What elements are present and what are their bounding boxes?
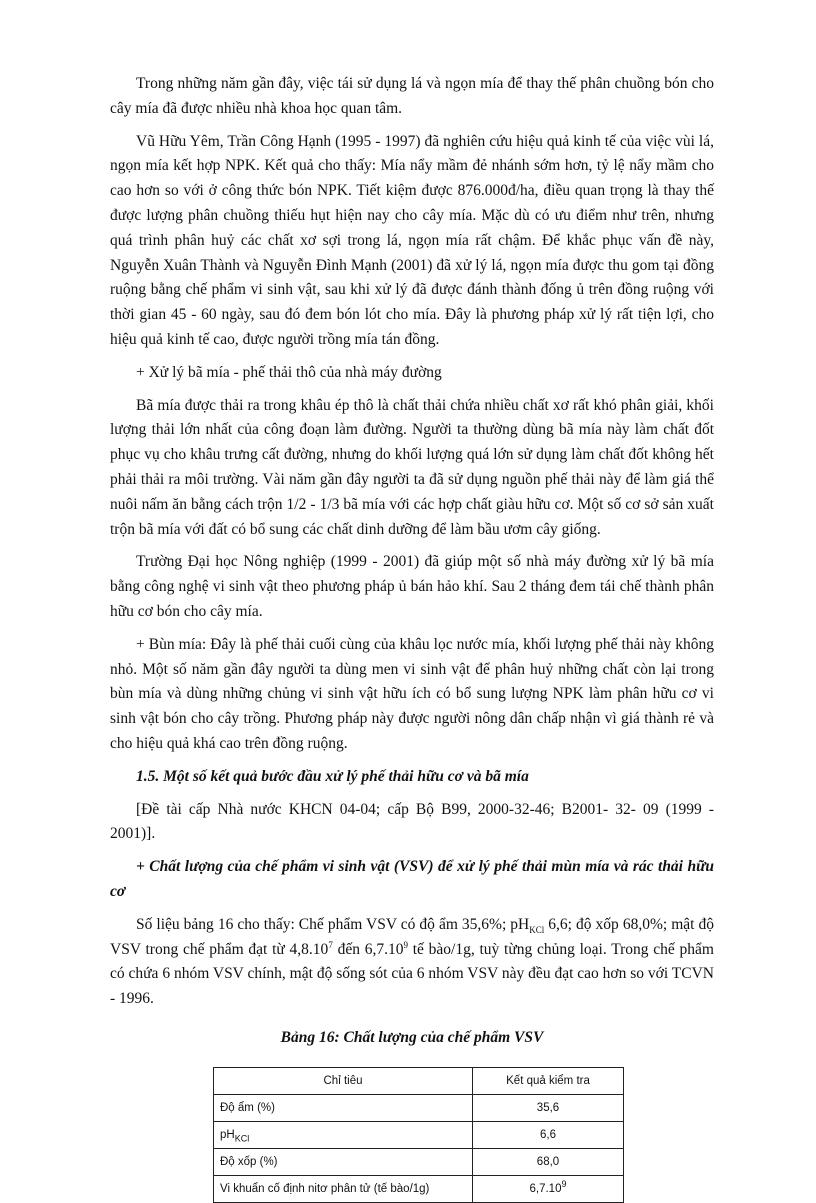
table-cell-result: 6,6 — [473, 1121, 624, 1148]
density-exponent: 9 — [561, 1178, 567, 1189]
summary-text-c: đến 6,7.10 — [332, 940, 404, 958]
table-header-criterion: Chỉ tiêu — [214, 1067, 473, 1094]
section-heading: 1.5. Một số kết quả bước đầu xử lý phế thải hữu cơ và bã mía — [136, 767, 529, 785]
ph-subscript: KCl — [234, 1132, 250, 1143]
paragraph-intro: Trong những năm gần đây, việc tái sử dụng lá và ngọn mía để thay thế phân chuồng bón cho cây mía đã được nhiều nhà khoa học quan tâm. — [110, 75, 714, 117]
paragraph-research-yem-hanh: Vũ Hữu Yêm, Trần Công Hạnh (1995 - 1997) đã nghiên cứu hiệu quả kinh tế của việc vùi lá, ngọn mía kết hợp NPK. Kết quả cho thấy: Mía nẩy mầm đẻ nhánh sớm hơn, tỷ lệ nẩy mầm cho cao hơn so với ở công thức bón NPK. Tiết kiệm được 876.000đ/ha, điều quan trọng là thay thế được lượng phân chuồng thiếu hụt hiện nay cho cây mía. Mặc dù có ưu điểm như trên, nhưng quá trình phân huỷ các chất xơ sợi trong lá, ngọn mía rất chậm. Để khắc phục vấn đề này, Nguyễn Xuân Thành và Nguyễn Đình Mạnh (2001) đã xử lý lá, ngọn mía được thu gom tại đồng ruộng bằng chế phẩm vi sinh vật, sau khi xử lý đã được đánh thành đống ủ trên đồng ruộng với thời gian 45 - 60 ngày, sau đó đem bón lót cho mía. Đây là phương pháp xử lý rất tiện lợi, cho hiệu quả kinh tế cao, được người trồng mía tán đồng. — [110, 132, 714, 348]
subsection-heading: + Chất lượng của chế phẩm vi sinh vật (VSV) để xử lý phế thải mùn mía và rác thải hữu cơ — [110, 858, 714, 900]
reference-note: [Đề tài cấp Nhà nước KHCN 04-04; cấp Bộ B99, 2000-32-46; B2001- 32- 09 (1999 - 2001)]. — [110, 800, 714, 843]
body-text — [110, 72, 714, 1203]
table-cell-result: 68,0 — [473, 1148, 624, 1175]
table-header-result: Kết quả kiểm tra — [473, 1067, 624, 1094]
table-row — [214, 1175, 624, 1202]
summary-ph-subscript: KCl — [529, 924, 545, 935]
quality-table — [213, 1067, 624, 1203]
summary-text-b: 6,6; độ xốp 68,0%; mật độ VSV trong chế phẩm đạt từ 4,8.10 — [110, 915, 714, 958]
summary-exponent-2: 9 — [403, 939, 408, 950]
table-cell-criterion — [214, 1121, 473, 1148]
table-cell-result: 35,6 — [473, 1094, 624, 1121]
density-value: 6,7.10 — [529, 1182, 562, 1195]
table-header-row — [214, 1067, 624, 1094]
table-cell-result — [473, 1175, 624, 1202]
table-cell-criterion: Vi khuẩn cố định nitơ phân tử (tế bào/1g) — [214, 1175, 473, 1202]
table-row — [214, 1148, 624, 1175]
table-caption: Bảng 16: Chất lượng của chế phẩm VSV — [280, 1028, 544, 1046]
summary-exponent-1: 7 — [328, 939, 333, 950]
table-row — [214, 1094, 624, 1121]
paragraph-filter-mud: + Bùn mía: Đây là phế thải cuối cùng của khâu lọc nước mía, khối lượng phế thải này không nhỏ. Một số năm gần đây người ta dùng men vi sinh vật để phân huỷ những chất còn lại trong bùn mía và dùng những chủng vi sinh vật hữu ích có bổ sung lượng NPK làm phân hữu cơ vi sinh vật bón cho cây trồng. Phương pháp này được người nông dân chấp nhận vì giá thành rẻ và cho hiệu quả khá cao trên đồng ruộng. — [110, 635, 714, 752]
table-cell-criterion: Độ xốp (%) — [214, 1148, 473, 1175]
ph-label: pH — [220, 1128, 235, 1141]
paragraph-bagasse-heading: + Xử lý bã mía - phế thải thô của nhà máy đường — [136, 363, 442, 381]
table-cell-criterion: Độ ẩm (%) — [214, 1094, 473, 1121]
paragraph-bagasse: Bã mía được thải ra trong khâu ép thô là chất thải chứa nhiều chất xơ rất khó phân giải, khối lượng thải lớn nhất của công đoạn làm đường. Người ta thường dùng bã mía này làm chất đốt phục vụ cho khâu trưng cất đường, nhưng do khối lượng quá lớn sử dụng làm chất đốt không hết phải thải ra môi trường. Vài năm gần đây người ta đã sử dụng nguồn phế thải này để làm giá thể nuôi nấm ăn bằng cách trộn 1/2 - 1/3 bã mía với các hợp chất giàu hữu cơ. Một số cơ sở sản xuất trộn bã mía với đất có bổ sung các chất dinh dưỡng để làm bầu ươm cây giống. — [110, 396, 714, 538]
paragraph-table-summary — [110, 913, 714, 1012]
summary-text-a: Số liệu bảng 16 cho thấy: Chế phẩm VSV có độ ẩm 35,6%; pH — [136, 915, 530, 933]
table-row — [214, 1121, 624, 1148]
paragraph-agri-university: Trường Đại học Nông nghiệp (1999 - 2001) đã giúp một số nhà máy đường xử lý bã mía bằng công nghệ vi sinh vật theo phương pháp ủ bán hảo khí. Sau 2 tháng đem tái chế thành phân hữu cơ bón cho cây mía. — [110, 553, 714, 620]
summary-text-d: tế bào/1g, tuỳ từng chủng loại. Trong chế phẩm có chứa 6 nhóm VSV chính, mật độ sống sót của 6 nhóm VSV này đều đạt cao hơn so với TCVN - 1996. — [110, 940, 714, 1008]
